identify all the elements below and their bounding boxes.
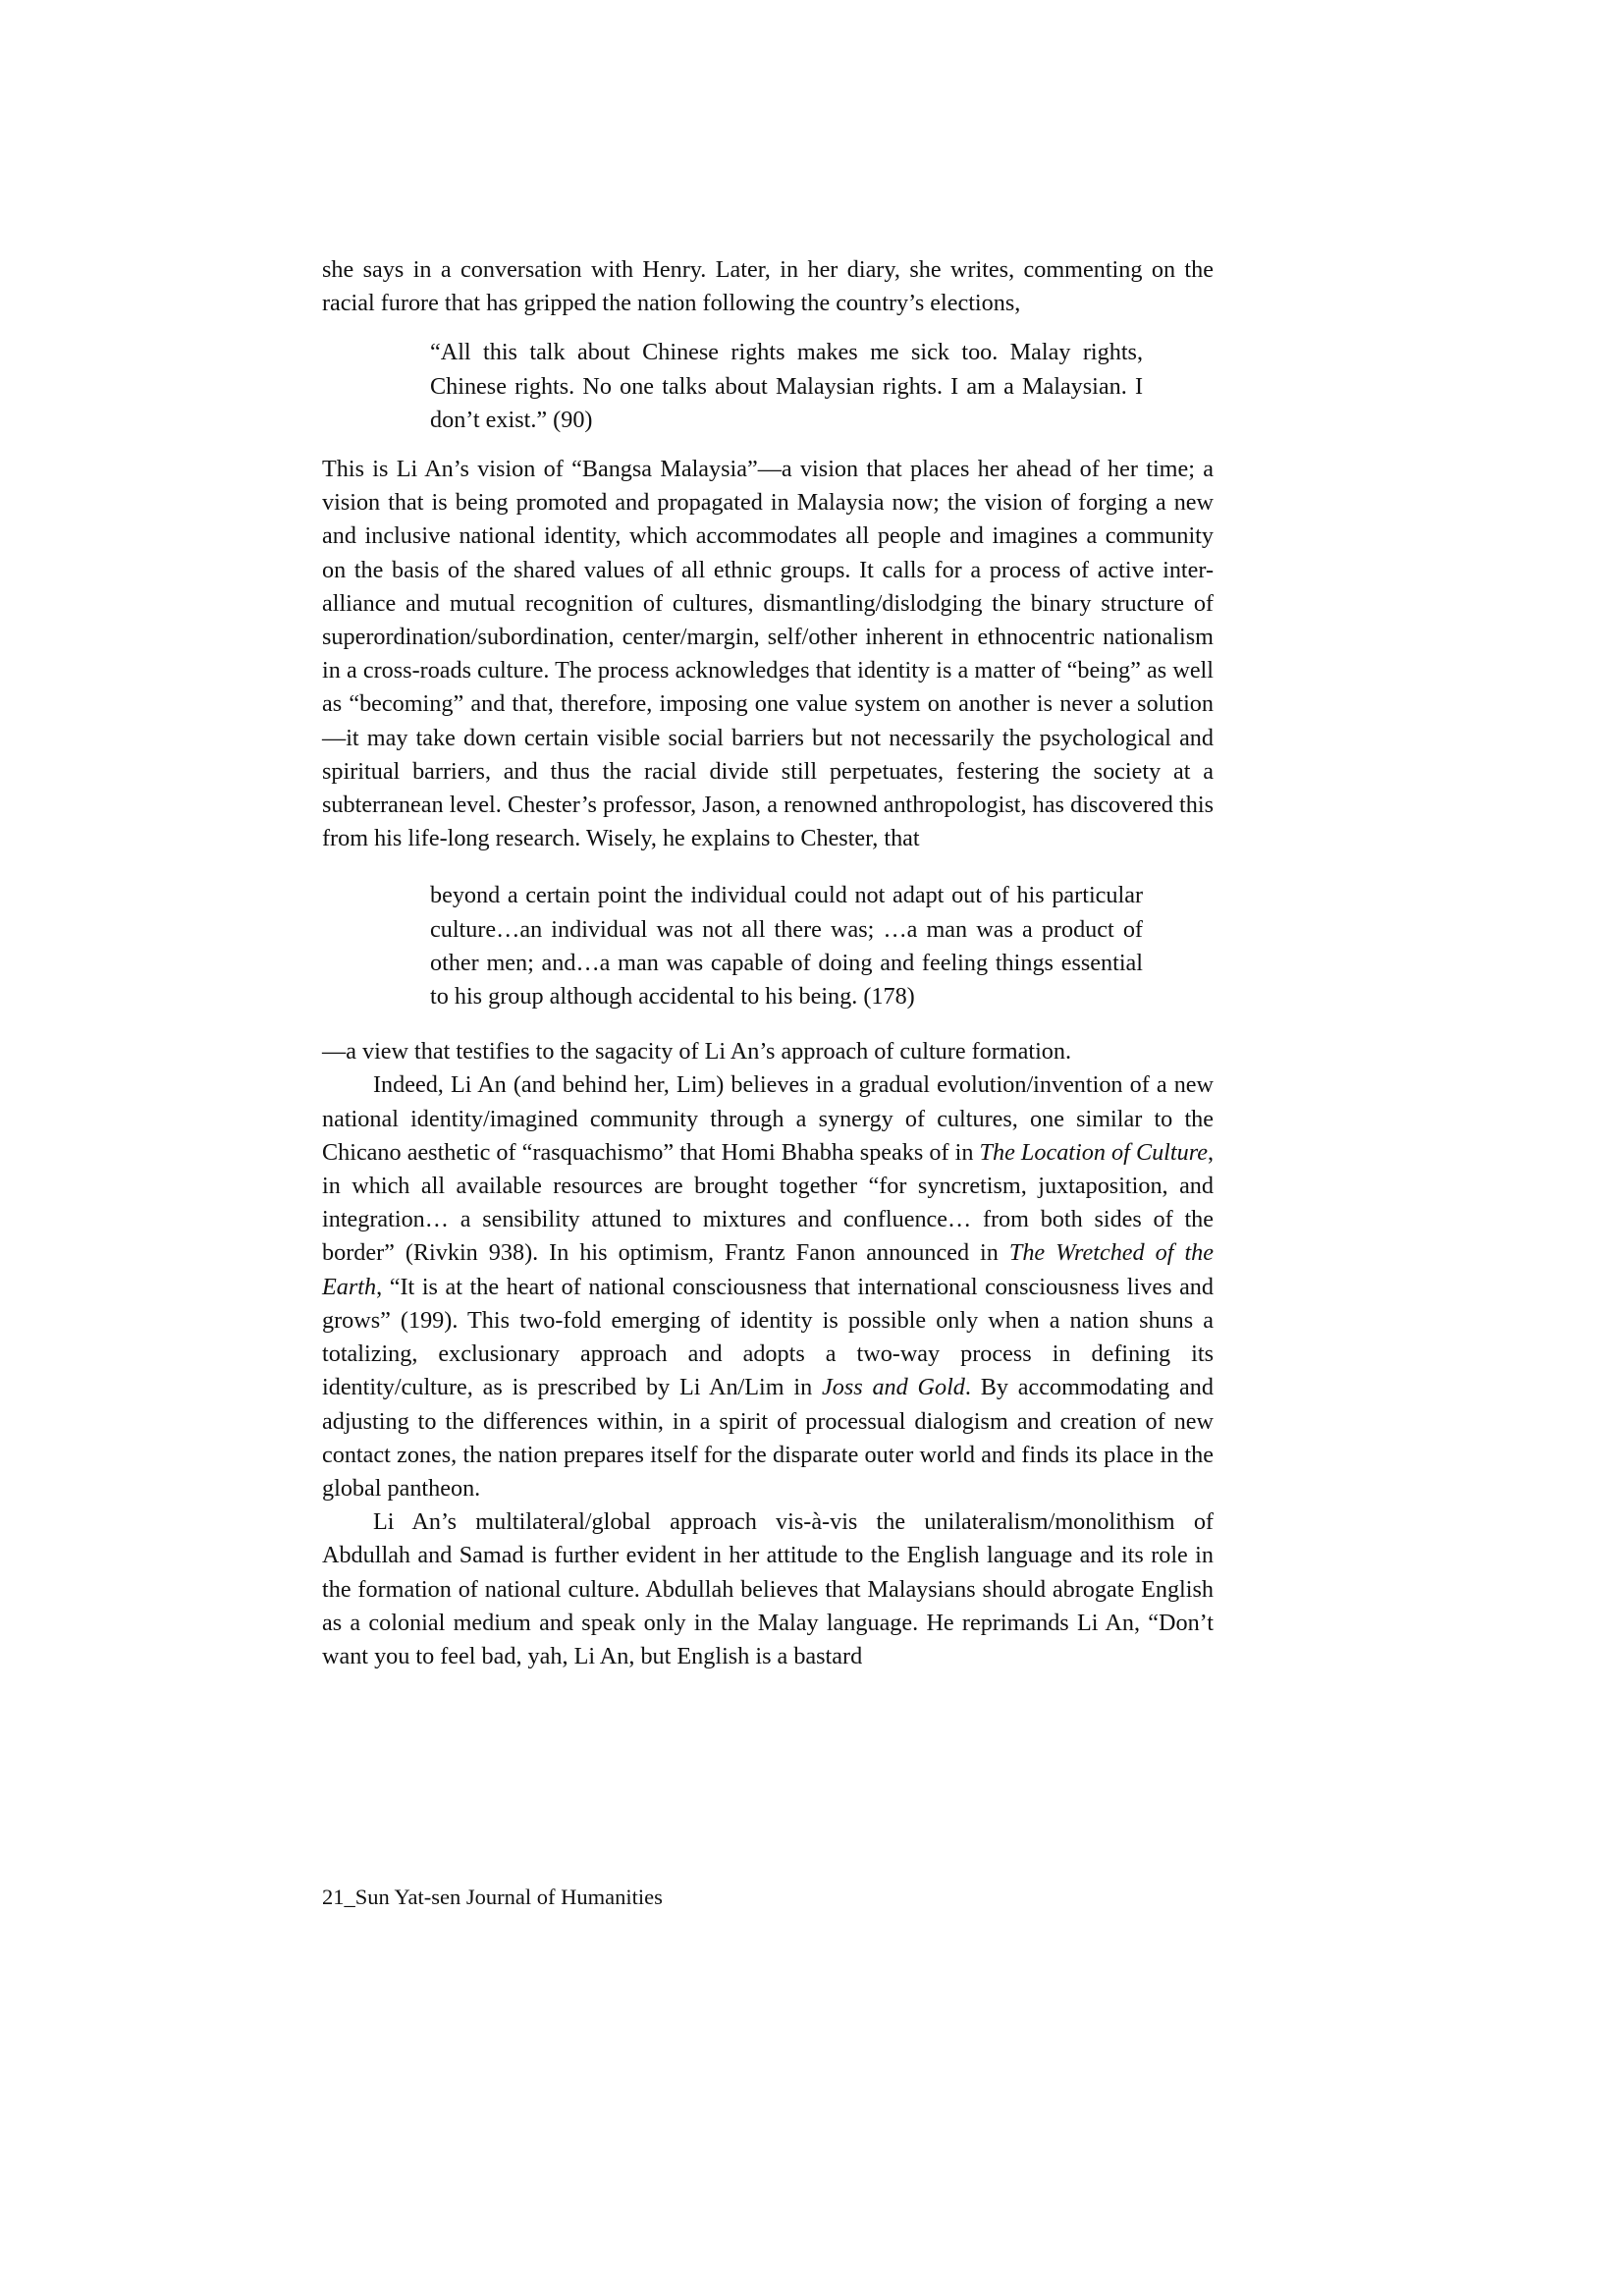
paragraph-3: —a view that testifies to the sagacity of Li An’s approach of culture formation. xyxy=(322,1038,1072,1066)
paragraph-2: This is Li An’s vision of “Bangsa Malaysia”—a vision that places her ahead of her time; a vision that is being promoted and propagated in Malaysia now; the vision of forging a new and inclusive national identity, which accommodates all people and imagines a community on the basis of the shared values of all ethnic groups. It calls for a process of active inter-alliance and mutual recognition of cultures, dismantling/dislodging the binary structure of superordination/subordination, center/margin, self/other inherent in ethnocentric nationalism in a cross-roads culture. The process acknowledges that identity is a matter of “being” as well as “becoming” and that, therefore, imposing one value system on another is never a solution—it may take down certain visible social barriers but not necessarily the psychological and spiritual barriers, and thus the racial divide still perpetuates, festering the society at a subterranean level. Chester’s professor, Jason, a renowned anthropologist, has discovered this from his life-long research. Wisely, he explains to Chester, that xyxy=(322,456,1214,852)
book-title-joss-and-gold: Joss and Gold xyxy=(821,1374,965,1401)
spacer xyxy=(322,437,1214,453)
paragraph-4-text-4: . By accommodating and adjusting to the differences within, in a spirit of processual dialogism and creation of new contact zones, the nation prepares itself for the disparate outer world and finds its place in the global pantheon. xyxy=(322,1374,1214,1502)
spacer xyxy=(322,1013,1214,1035)
spacer xyxy=(322,320,1214,336)
book-title-wretched-of-the-earth: The Wretched of the Earth xyxy=(322,1239,1214,1300)
page-footer: 21_Sun Yat-sen Journal of Humanities xyxy=(322,1885,663,1909)
paragraph-1: she says in a conversation with Henry. Later, in her diary, she writes, commenting on the racial furore that has gripped the nation following the country’s elections, xyxy=(322,256,1214,317)
paragraph-5: Li An’s multilateral/global approach vis-à-vis the unilateralism/monolithism of Abdullah and Samad is further evident in her attitude to the English language and its role in the formation of national culture. Abdullah believes that Malaysians should abrogate English as a colonial medium and speak only in the Malay language. He reprimands Li An, “Don’t want you to feel bad, yah, Li An, but English is a bastard xyxy=(322,1508,1214,1669)
paragraph-4-text-2: , in which all available resources are brought together “for syncretism, juxtaposition, and integration… a sensibility attuned to mixtures and confluence… from both sides of the border” (Rivkin 938). In his optimism, Frantz Fanon announced in xyxy=(322,1138,1215,1267)
paragraph-4 xyxy=(322,1068,1214,1505)
spacer xyxy=(322,855,1214,879)
paragraph-4-text-3: , “It is at the heart of national consciousness that international consciousness lives and grows” (199). This two-fold emerging of identity is possible only when a nation shuns a totalizing, exclusionary approach and adopts a two-way process in defining its identity/culture, as is prescribed by Li An/Lim in xyxy=(322,1273,1214,1401)
page-body xyxy=(322,253,1214,1673)
block-quote-2: beyond a certain point the individual could not adapt out of his particular culture…an individual was not all there was; …a man was a product of other men; and…a man was capable of doing and feeling things essential to his group although accidental to his being. (178) xyxy=(430,882,1143,1011)
block-quote-1: “All this talk about Chinese rights makes me sick too. Malay rights, Chinese rights. No one talks about Malaysian rights. I am a Malaysian. I don’t exist.” (90) xyxy=(430,339,1143,433)
paragraph-4-text-1: Indeed, Li An (and behind her, Lim) believes in a gradual evolution/invention of a new national identity/imagined community through a synergy of cultures, one similar to the Chicano aesthetic of “rasquachismo” that Homi Bhabha speaks of in xyxy=(322,1071,1214,1166)
book-title-location-of-culture: The Location of Culture xyxy=(979,1138,1208,1166)
